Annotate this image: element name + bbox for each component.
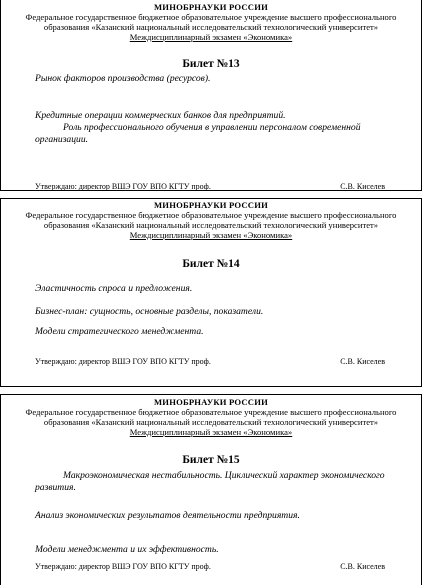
ticket-title: Билет №13 — [182, 58, 240, 70]
ministry: МИНОБРНАУКИ РОССИИ — [154, 2, 268, 12]
institution-line2: образования «Казанский национальный исследовательский технологический университет» — [43, 417, 379, 427]
question-1: Рынок факторов производства (ресурсов). — [35, 73, 211, 84]
ticket-header — [1, 2, 421, 42]
exam-title: Междисциплинарный экзамен «Экономика» — [129, 230, 293, 240]
ticket-13 — [0, 0, 422, 191]
ticket-header — [1, 397, 421, 437]
ministry: МИНОБРНАУКИ РОССИИ — [154, 397, 268, 407]
ticket-title: Билет №14 — [182, 258, 240, 270]
institution-line2: образования «Казанский национальный исследовательский технологический университет» — [43, 22, 379, 32]
ticket-15 — [0, 394, 422, 585]
institution-line1: Федеральное государственное бюджетное образовательное учреждение высшего профессионального — [25, 407, 397, 417]
question-2: Анализ экономических результатов деятельности предприятия. — [35, 510, 300, 521]
ticket-header — [1, 200, 421, 240]
approval-text: Утверждаю: директор ВШЭ ГОУ ВПО КГТУ проф. — [35, 357, 211, 366]
signer-name: С.В. Киселев — [340, 562, 385, 571]
ministry: МИНОБРНАУКИ РОССИИ — [154, 200, 268, 210]
question-2: Бизнес-план: сущность, основные разделы, показатели. — [35, 306, 264, 317]
institution-line2: образования «Казанский национальный исследовательский технологический университет» — [43, 220, 379, 230]
question-2: Кредитные операции коммерческих банков для предприятий. — [35, 110, 286, 121]
ticket-title: Билет №15 — [182, 454, 240, 466]
question-1: Эластичность спроса и предложения. — [35, 283, 193, 294]
signer-name: С.В. Киселев — [340, 182, 385, 191]
ticket-14 — [0, 198, 422, 387]
approval-text: Утверждаю: директор ВШЭ ГОУ ВПО КГТУ проф. — [35, 562, 211, 571]
question-3: Модели менеджмента и их эффективность. — [35, 544, 219, 555]
institution-line1: Федеральное государственное бюджетное образовательное учреждение высшего профессионального — [25, 210, 397, 220]
exam-title: Междисциплинарный экзамен «Экономика» — [129, 32, 293, 42]
approval-line — [35, 562, 385, 571]
exam-title: Междисциплинарный экзамен «Экономика» — [129, 427, 293, 437]
approval-line — [35, 357, 385, 366]
institution-line1: Федеральное государственное бюджетное образовательное учреждение высшего профессионального — [25, 12, 397, 22]
approval-text: Утверждаю: директор ВШЭ ГОУ ВПО КГТУ проф. — [35, 182, 211, 191]
approval-line — [35, 182, 385, 191]
question-1: Макроэкономическая нестабильность. Циклический характер экономического развития. — [35, 470, 385, 493]
signer-name: С.В. Киселев — [340, 357, 385, 366]
question-3: Модели стратегического менеджмента. — [35, 326, 204, 337]
question-3: Роль профессионального обучения в управлении персоналом современной организации. — [35, 122, 361, 145]
